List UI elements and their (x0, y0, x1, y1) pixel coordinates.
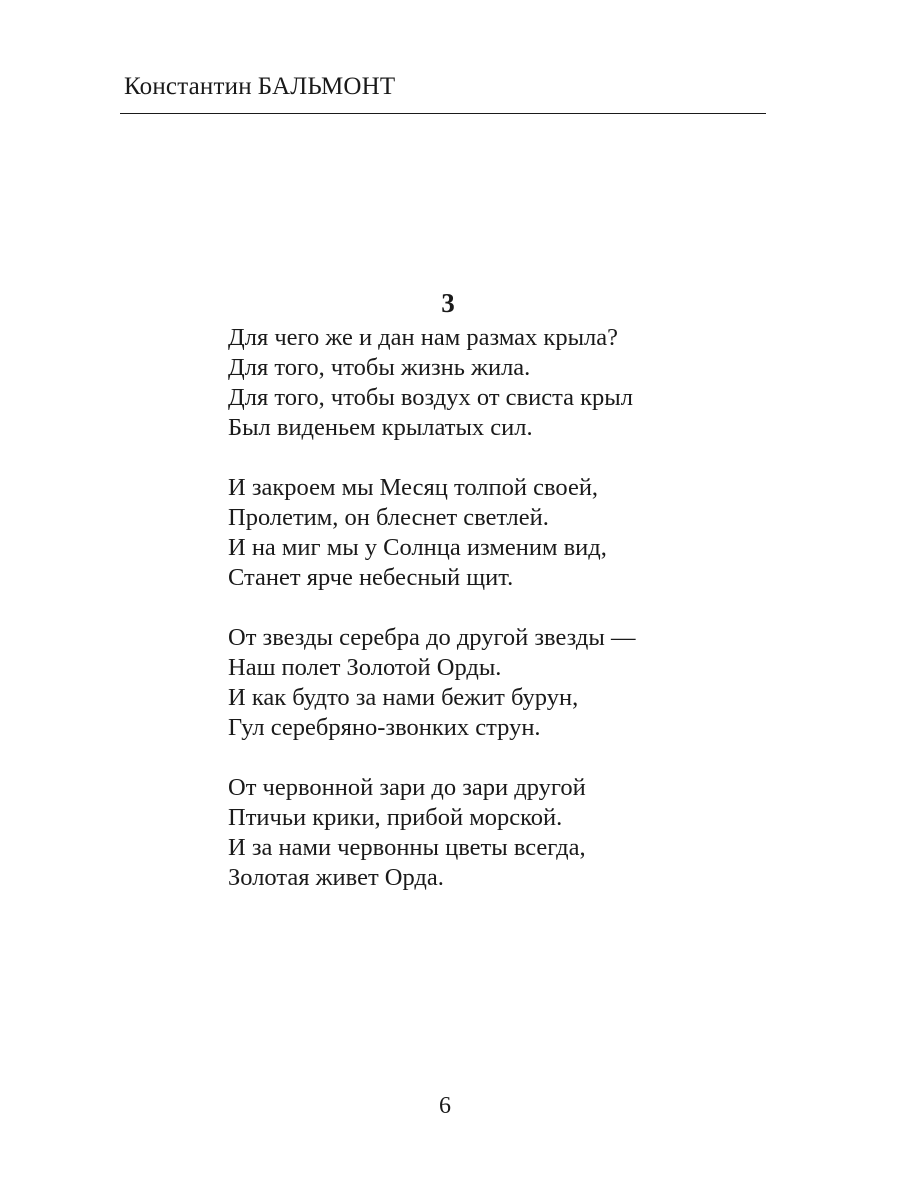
poem-line: И закроем мы Месяц толпой своей, (228, 474, 599, 501)
stanza (228, 323, 708, 443)
author-last-name: БАЛЬМОНТ (257, 73, 396, 100)
poem-line: Станет ярче небесный щит. (228, 564, 514, 591)
poem-line: И как будто за нами бежит бурун, (228, 684, 579, 711)
poem-line: Пролетим, он блеснет светлей. (228, 504, 549, 531)
poem-line: Для того, чтобы воздух от свиста крыл (228, 384, 633, 411)
author-first-name: Константин (124, 73, 252, 100)
poem-line: И на миг мы у Солнца изменим вид, (228, 534, 607, 561)
poem-line: Был виденьем крылатых сил. (228, 414, 533, 441)
poem-line: От звезды серебра до другой звезды — (228, 624, 636, 651)
poem-line: Птичьи крики, прибой морской. (228, 804, 563, 831)
poem (228, 283, 708, 893)
poem-line: Для того, чтобы жизнь жила. (228, 354, 531, 381)
stanza (228, 473, 708, 593)
poem-line: И за нами червонны цветы всегда, (228, 834, 586, 861)
poem-line: Для чего же и дан нам размах крыла? (228, 324, 619, 351)
stanza (228, 773, 708, 893)
poem-line: Золотая живет Орда. (228, 864, 444, 891)
poem-line: От червонной зари до зари другой (228, 774, 586, 801)
running-head (124, 74, 395, 99)
header-rule (120, 113, 766, 114)
page-number: 6 (439, 1093, 451, 1119)
poem-line: Наш полет Золотой Орды. (228, 654, 502, 681)
stanza (228, 623, 708, 743)
poem-number: 3 (441, 288, 455, 318)
poem-line: Гул серебряно-звонких струн. (228, 714, 541, 741)
